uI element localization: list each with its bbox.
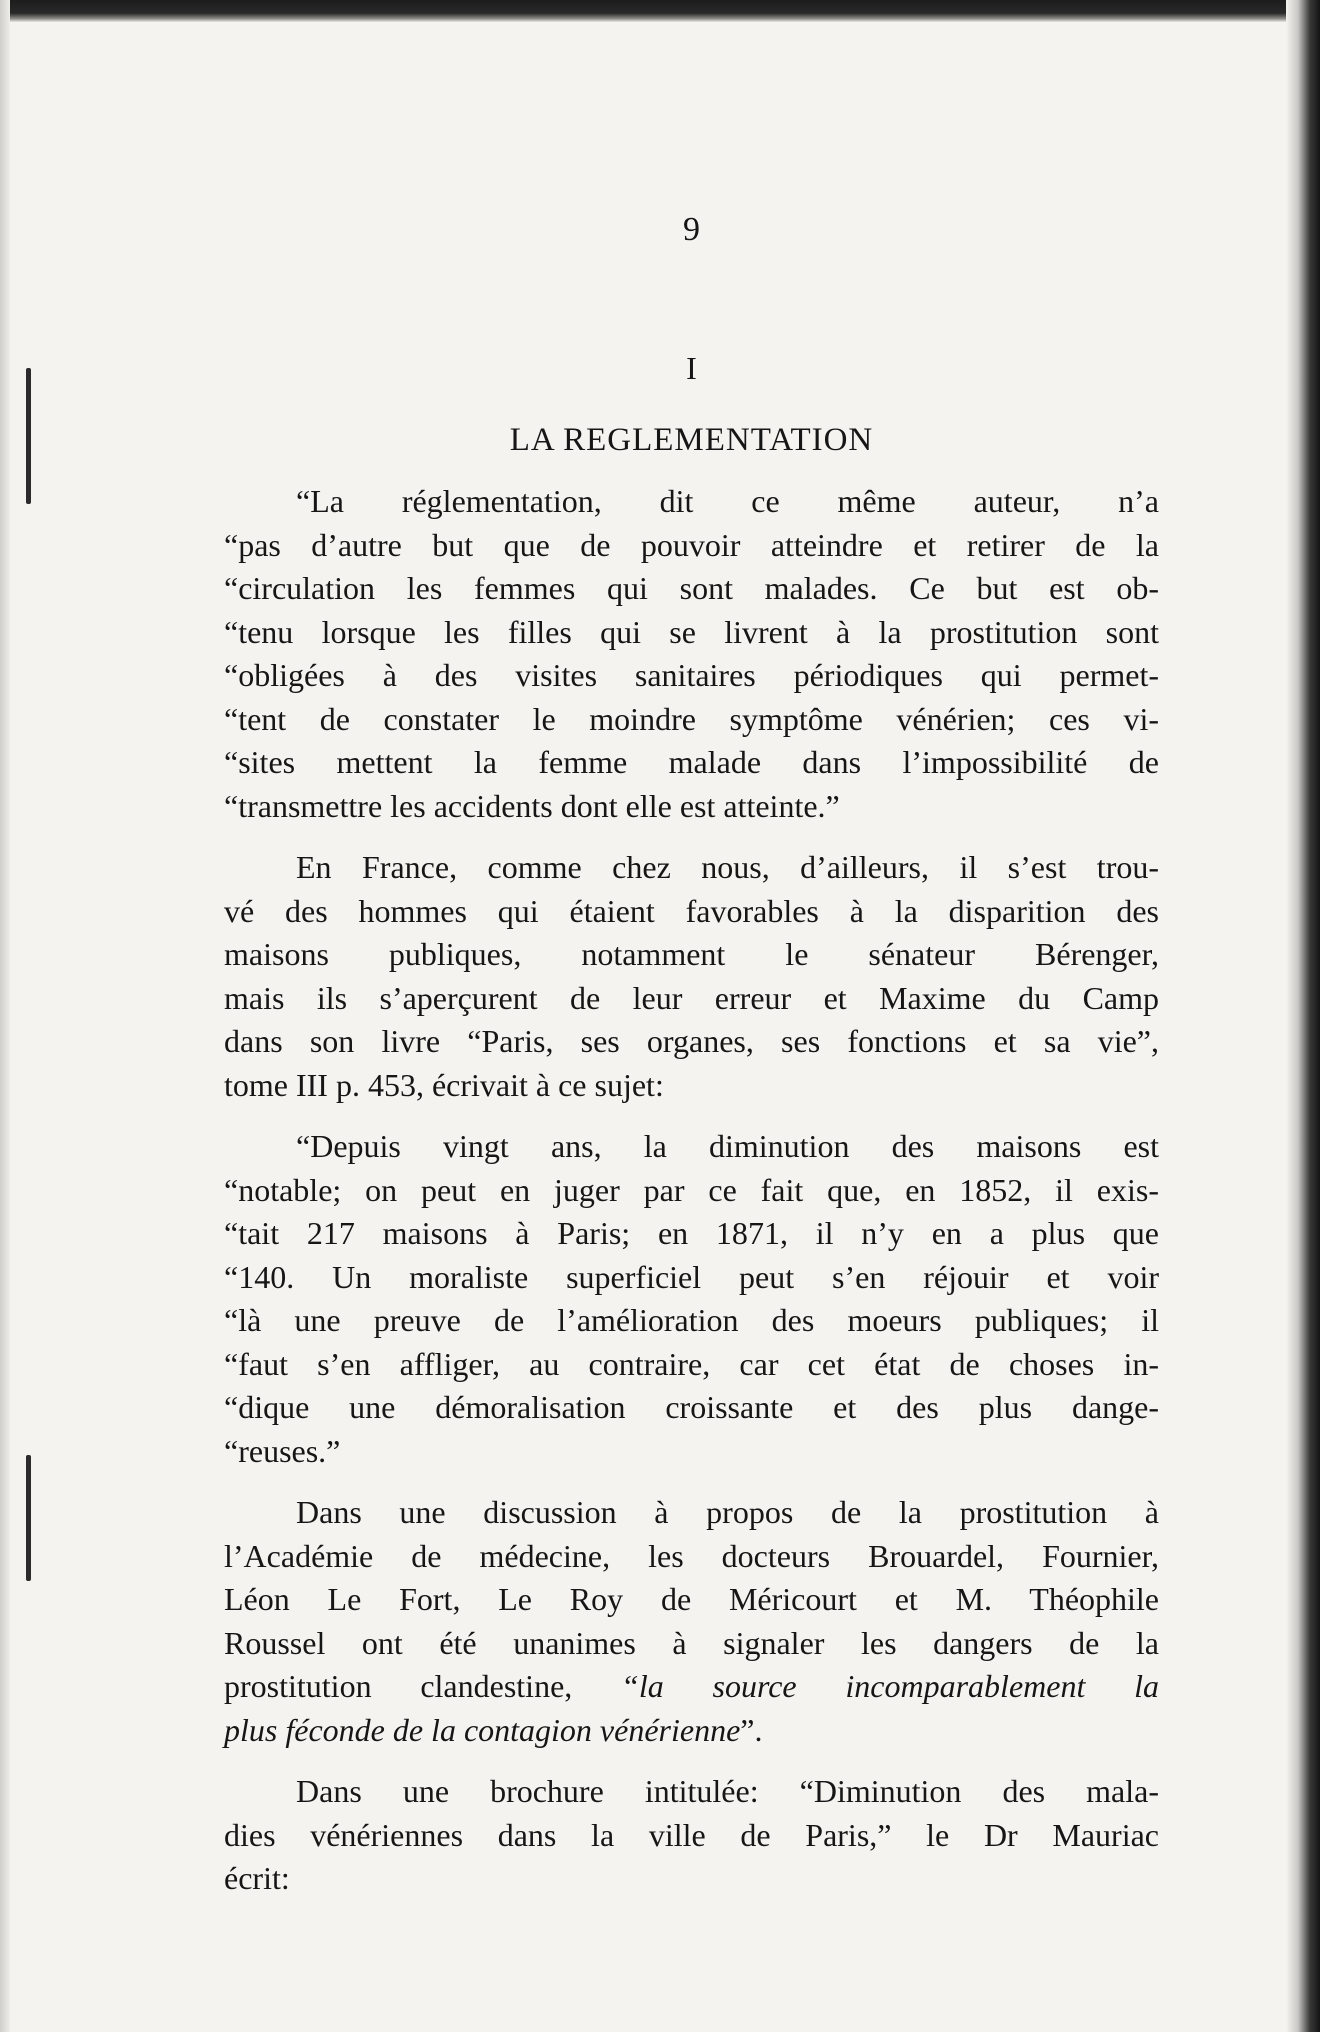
text-line: vé des hommes qui étaient favorables à la disparition des — [224, 892, 1159, 929]
text-line: l’Académie de médecine, les docteurs Brouardel, Fournier, — [224, 1537, 1159, 1574]
text-line: “Depuis vingt ans, la diminution des maisons est — [296, 1128, 1159, 1164]
text-line: mais ils s’aperçurent de leur erreur et Maxime du Camp — [224, 979, 1159, 1016]
text-line: “transmettre les accidents dont elle est atteinte.” — [224, 787, 840, 824]
text-line: écrit: — [224, 1860, 290, 1896]
text-run: ”. — [740, 1711, 763, 1748]
text-line: “dique une démoralisation croissante et des plus dange- — [224, 1389, 1159, 1425]
italic-quote: plus féconde de la contagion vénérienne — [224, 1711, 741, 1748]
text-line: “140. Un moraliste superficiel peut s’en réjouir et voir — [224, 1258, 1159, 1295]
text-line: “tent de constater le moindre symptôme vénérien; ces vi- — [224, 700, 1159, 737]
text-line: Léon Le Fort, Le Roy de Méricourt et M. Théophile — [224, 1581, 1159, 1617]
text-line: “faut s’en affliger, au contraire, car cet état de choses in- — [224, 1345, 1159, 1382]
scan-right-edge — [1286, 0, 1320, 2032]
page-number: 9 — [683, 211, 700, 248]
text-line: “obligées à des visites sanitaires périodiques qui permet- — [224, 657, 1159, 693]
italic-quote: “la source incomparablement la — [621, 1668, 1160, 1704]
section-number: I — [686, 350, 697, 386]
text-line: Dans une discussion à propos de la prostitution à — [296, 1494, 1159, 1530]
scan-top-edge — [0, 0, 1320, 22]
page-text — [224, 200, 1159, 1901]
paragraph-mauriac — [224, 1770, 1159, 1901]
text-line: “sites mettent la femme malade dans l’impossibilité de — [224, 744, 1159, 780]
text-line: “là une preuve de l’amélioration des moeurs publiques; il — [224, 1302, 1159, 1338]
text-line: maisons publiques, notamment le sénateur Bérenger, — [224, 936, 1159, 972]
text-run: prostitution clandestine, — [224, 1668, 622, 1704]
text-line — [224, 1665, 1159, 1709]
text-line — [224, 1709, 1159, 1753]
text-line: “tait 217 maisons à Paris; en 1871, il n’y en a plus que — [224, 1215, 1159, 1251]
text-line: En France, comme chez nous, d’ailleurs, il s’est trou- — [296, 849, 1159, 885]
text-line: dies vénériennes dans la ville de Paris,” le Dr Mauriac — [224, 1816, 1159, 1853]
text-line: dans son livre “Paris, ses organes, ses fonctions et sa vie”, — [224, 1023, 1159, 1059]
text-line: “La réglementation, dit ce même auteur, n’a — [296, 483, 1159, 519]
text-line: “notable; on peut en juger par ce fait que, en 1852, il exis- — [224, 1171, 1159, 1208]
text-line: “tenu lorsque les filles qui se livrent à la prostitution sont — [224, 613, 1159, 650]
text-line: “pas d’autre but que de pouvoir atteindre et retirer de la — [224, 526, 1159, 563]
binding-mark — [26, 1455, 31, 1581]
section-title: LA REGLEMENTATION — [509, 422, 874, 458]
paragraph-en-france — [224, 846, 1159, 1107]
paragraph-academie — [224, 1491, 1159, 1752]
scan-left-edge — [0, 0, 10, 2032]
binding-mark — [26, 368, 31, 504]
text-line: Dans une brochure intitulée: “Diminution des mala- — [296, 1773, 1159, 1809]
text-line: “reuses.” — [224, 1432, 341, 1469]
text-line: “circulation les femmes qui sont malades. Ce but est ob- — [224, 570, 1159, 606]
paragraph-quote-reglementation — [224, 480, 1159, 828]
text-line: Roussel ont été unanimes à signaler les dangers de la — [224, 1624, 1159, 1661]
text-line: tome III p. 453, écrivait à ce sujet: — [224, 1066, 664, 1103]
paragraph-quote-du-camp — [224, 1125, 1159, 1473]
